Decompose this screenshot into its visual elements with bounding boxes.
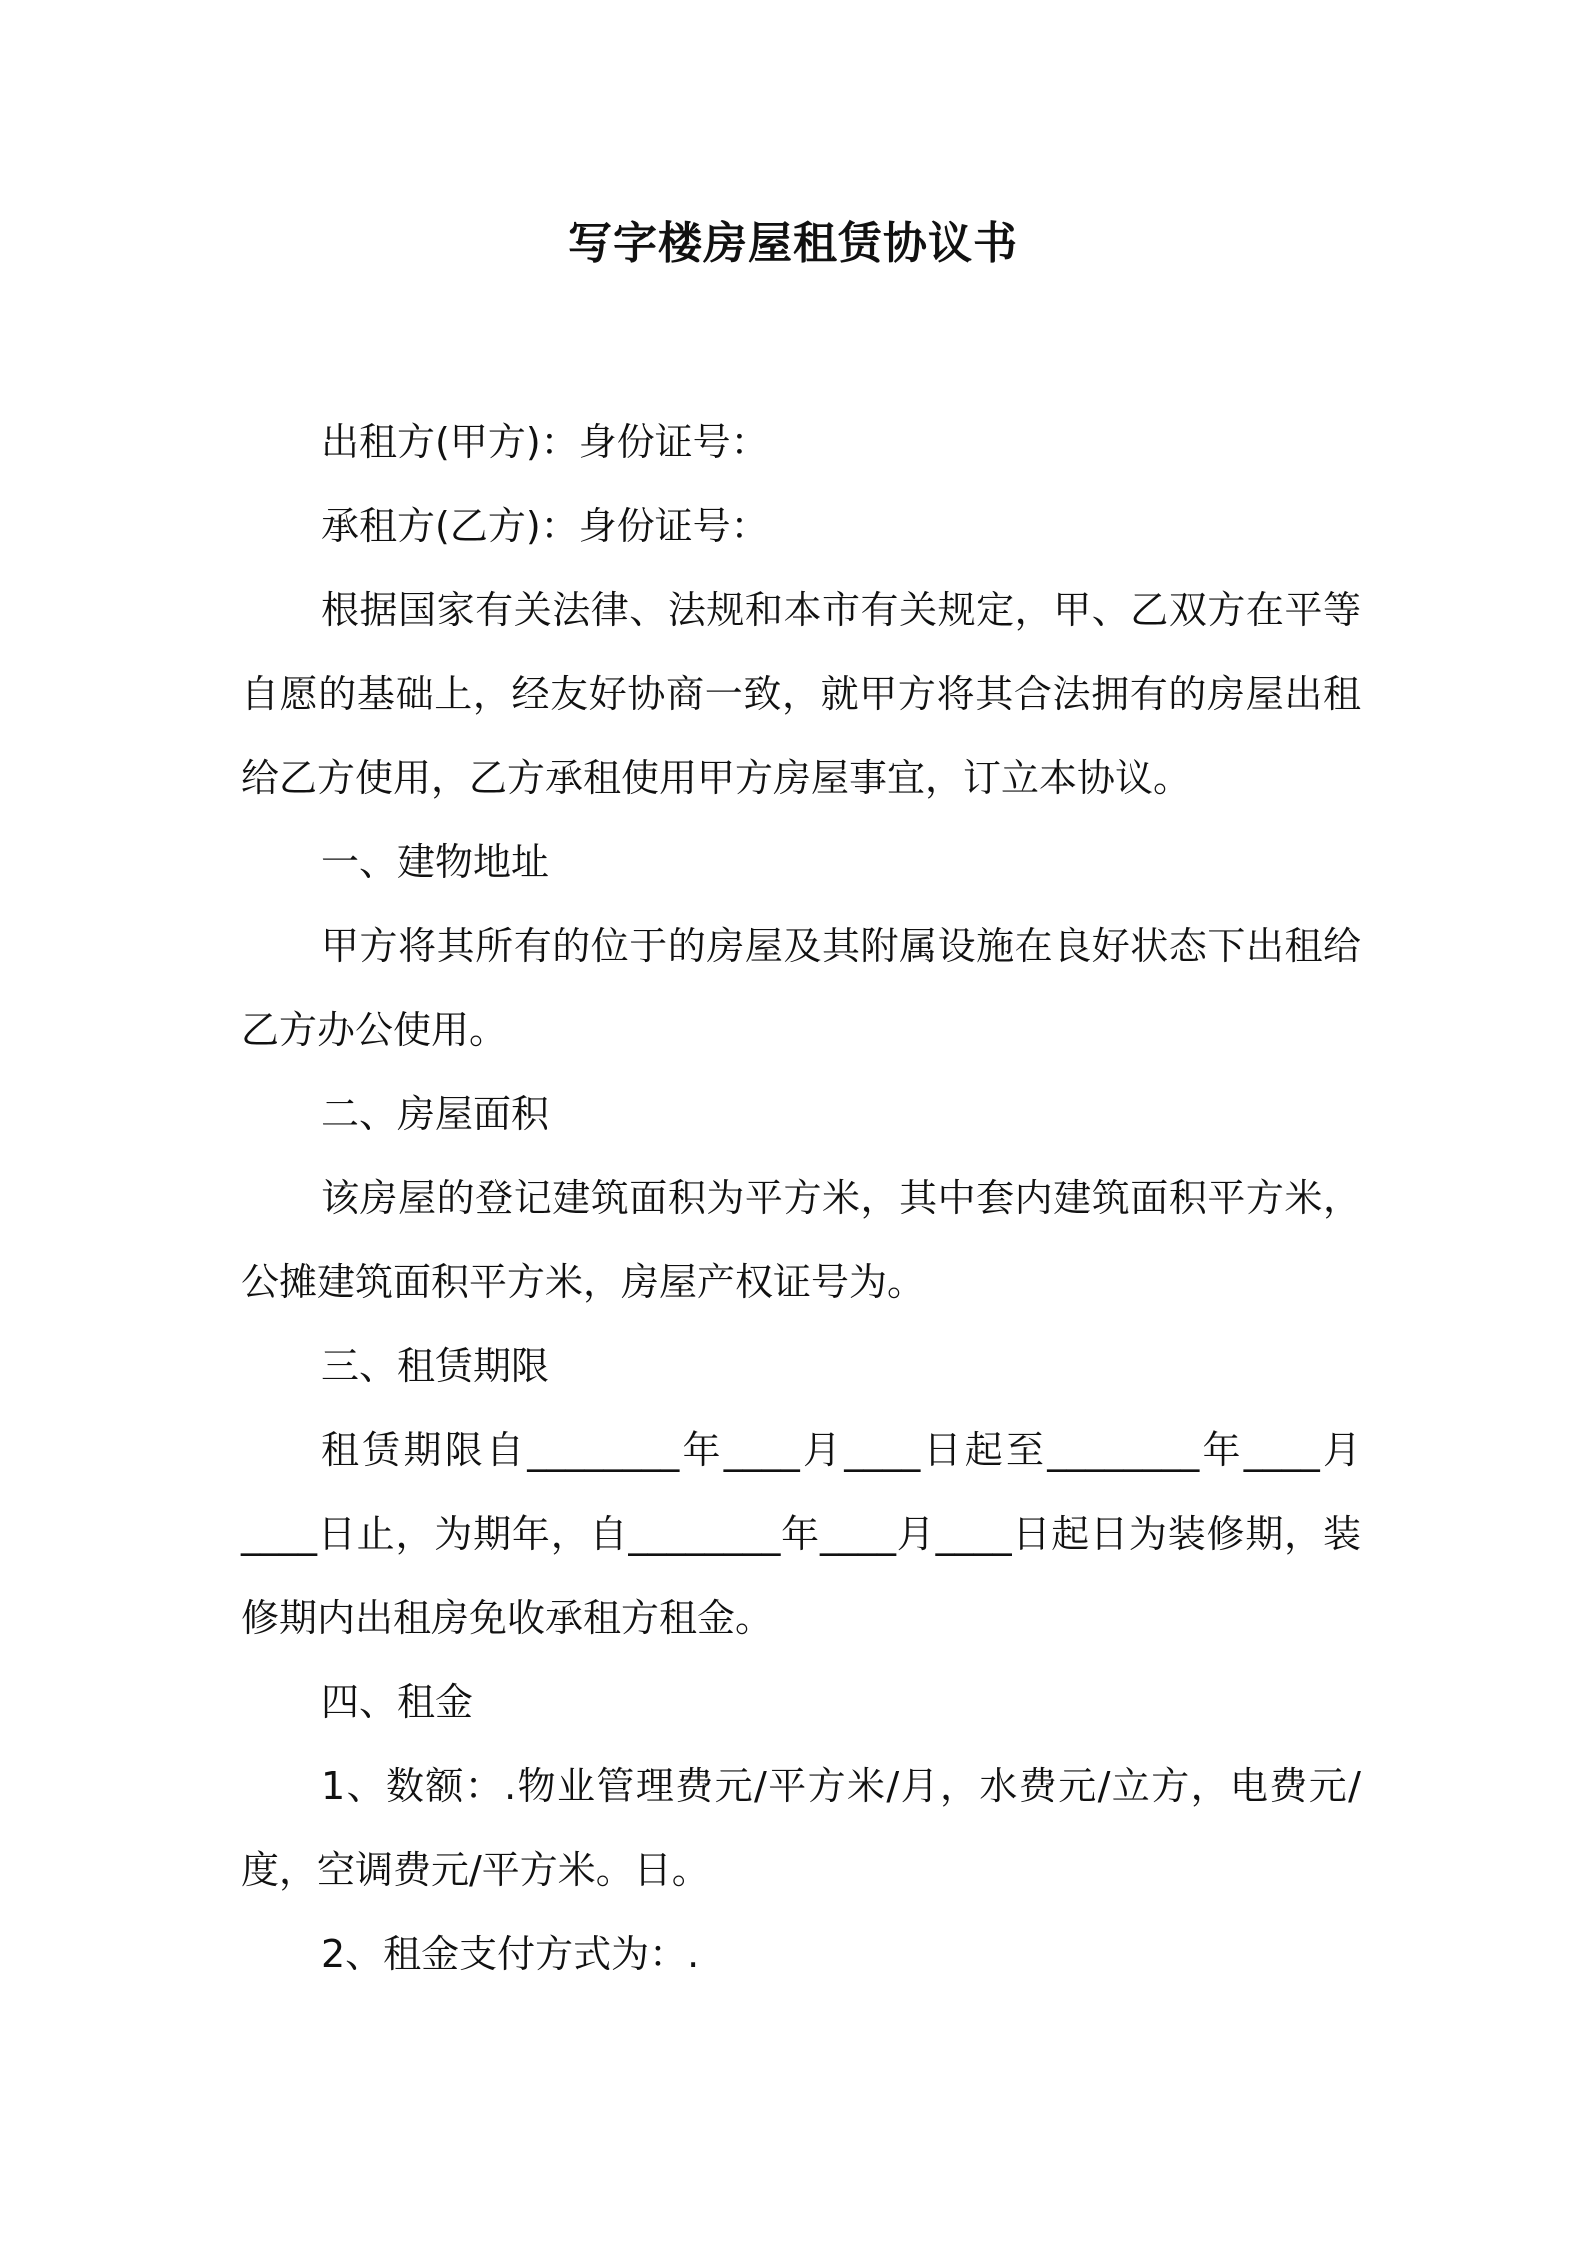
section-3-paragraph: 租赁期限自________年____月____日起至________年____月____日止，为期年，自________年____月____日起日为装修期，装修期内出租房免收承租方租金。 bbox=[241, 1428, 1361, 1640]
section-4-item-2: 2、租金支付方式为：. bbox=[321, 1932, 700, 1976]
lessor-line: 出租方(甲方)：身份证号： bbox=[321, 420, 769, 464]
section-2-paragraph: 该房屋的登记建筑面积为平方米，其中套内建筑面积平方米，公摊建筑面积平方米，房屋产权证号为。 bbox=[241, 1176, 1361, 1304]
section-1-paragraph: 甲方将其所有的位于的房屋及其附属设施在良好状态下出租给乙方办公使用。 bbox=[241, 924, 1361, 1052]
section-1-heading: 一、建物地址 bbox=[321, 840, 550, 884]
section-4-item-1: 1、数额：.物业管理费元/平方米/月，水费元/立方，电费元/度，空调费元/平方米。日。 bbox=[241, 1764, 1361, 1892]
document-title: 写字楼房屋租赁协议书 bbox=[568, 218, 1018, 269]
lessee-line: 承租方(乙方)：身份证号： bbox=[321, 504, 769, 548]
document-body bbox=[241, 400, 1361, 1996]
preamble-paragraph: 根据国家有关法律、法规和本市有关规定，甲、乙双方在平等自愿的基础上，经友好协商一致，就甲方将其合法拥有的房屋出租给乙方使用，乙方承租使用甲方房屋事宜，订立本协议。 bbox=[241, 588, 1361, 800]
section-2-heading: 二、房屋面积 bbox=[321, 1092, 550, 1136]
section-4-heading: 四、租金 bbox=[321, 1680, 474, 1724]
section-3-heading: 三、租赁期限 bbox=[321, 1344, 550, 1388]
